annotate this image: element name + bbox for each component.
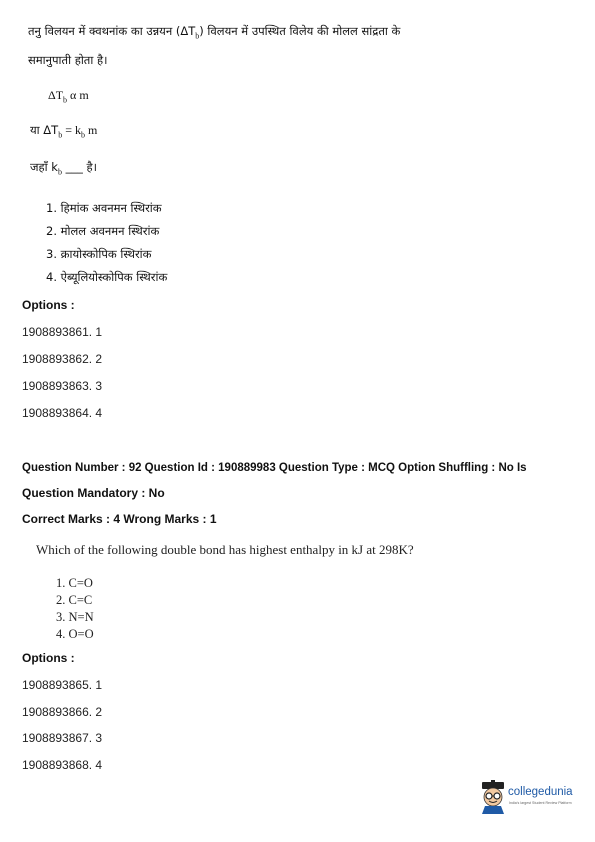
q91-options-label: Options : bbox=[22, 298, 75, 312]
logo-wordmark: collegedunia bbox=[508, 786, 573, 798]
q92-meta-line-3: Correct Marks : 4 Wrong Marks : 1 bbox=[22, 512, 217, 526]
collegedunia-logo bbox=[478, 778, 590, 818]
q92-option-3: 1908893867. 3 bbox=[22, 731, 103, 745]
q91-intro-line1: तनु विलयन में क्वथनांक का उन्नयन $(\Delta T_b)$ विलयन में उपस्थित विलेय की मोलल सांद्रता के bbox=[28, 24, 401, 41]
q91-intro-line2: समानुपाती होता है। bbox=[28, 53, 108, 68]
q91-equation-1: $\Delta T_b$ α m bbox=[48, 88, 89, 105]
q92-options-label: Options : bbox=[22, 651, 75, 665]
q91-choice-3: 3. क्रायोस्कोपिक स्थिरांक bbox=[46, 247, 152, 261]
q92-option-2: 1908893866. 2 bbox=[22, 705, 103, 719]
q91-option-2: 1908893862. 2 bbox=[22, 352, 103, 366]
q92-question-text: Which of the following double bond has highest enthalpy in kJ at 298K? bbox=[36, 542, 414, 557]
q92-choice-1: 1. C=O bbox=[56, 576, 93, 590]
q92-option-4: 1908893868. 4 bbox=[22, 758, 103, 772]
q92-meta-line-1: Question Number : 92 Question Id : 190889983 Question Type : MCQ Option Shuffling : No Is bbox=[22, 462, 527, 474]
q92-choice-3: 3. N=N bbox=[56, 610, 94, 624]
q92-choice-4: 4. O=O bbox=[56, 627, 94, 641]
logo-tagline: India's largest Student Review Platform bbox=[509, 801, 572, 805]
q91-option-1: 1908893861. 1 bbox=[22, 325, 103, 339]
q92-choice-2: 2. C=C bbox=[56, 593, 93, 607]
q91-intro bbox=[28, 22, 568, 69]
q91-option-3: 1908893863. 3 bbox=[22, 379, 103, 393]
q92-option-1: 1908893865. 1 bbox=[22, 678, 103, 692]
q91-choice-2: 2. मोलल अवनमन स्थिरांक bbox=[46, 224, 160, 238]
q91-choice-1: 1. हिमांक अवनमन स्थिरांक bbox=[46, 201, 162, 215]
q92-meta-line-2: Question Mandatory : No bbox=[22, 486, 165, 500]
q92-choice-list bbox=[56, 575, 94, 643]
q91-choice-4: 4. ऐब्यूलियोस्कोपिक स्थिरांक bbox=[46, 270, 168, 284]
mascot-icon bbox=[478, 780, 508, 814]
q91-where-line: जहाँ $k_b$ ___ है। bbox=[30, 160, 97, 177]
q91-choice-list bbox=[46, 197, 167, 289]
q91-option-4: 1908893864. 4 bbox=[22, 406, 103, 420]
q91-equation-2: या $\Delta T_b = k_b$ m bbox=[30, 123, 98, 140]
